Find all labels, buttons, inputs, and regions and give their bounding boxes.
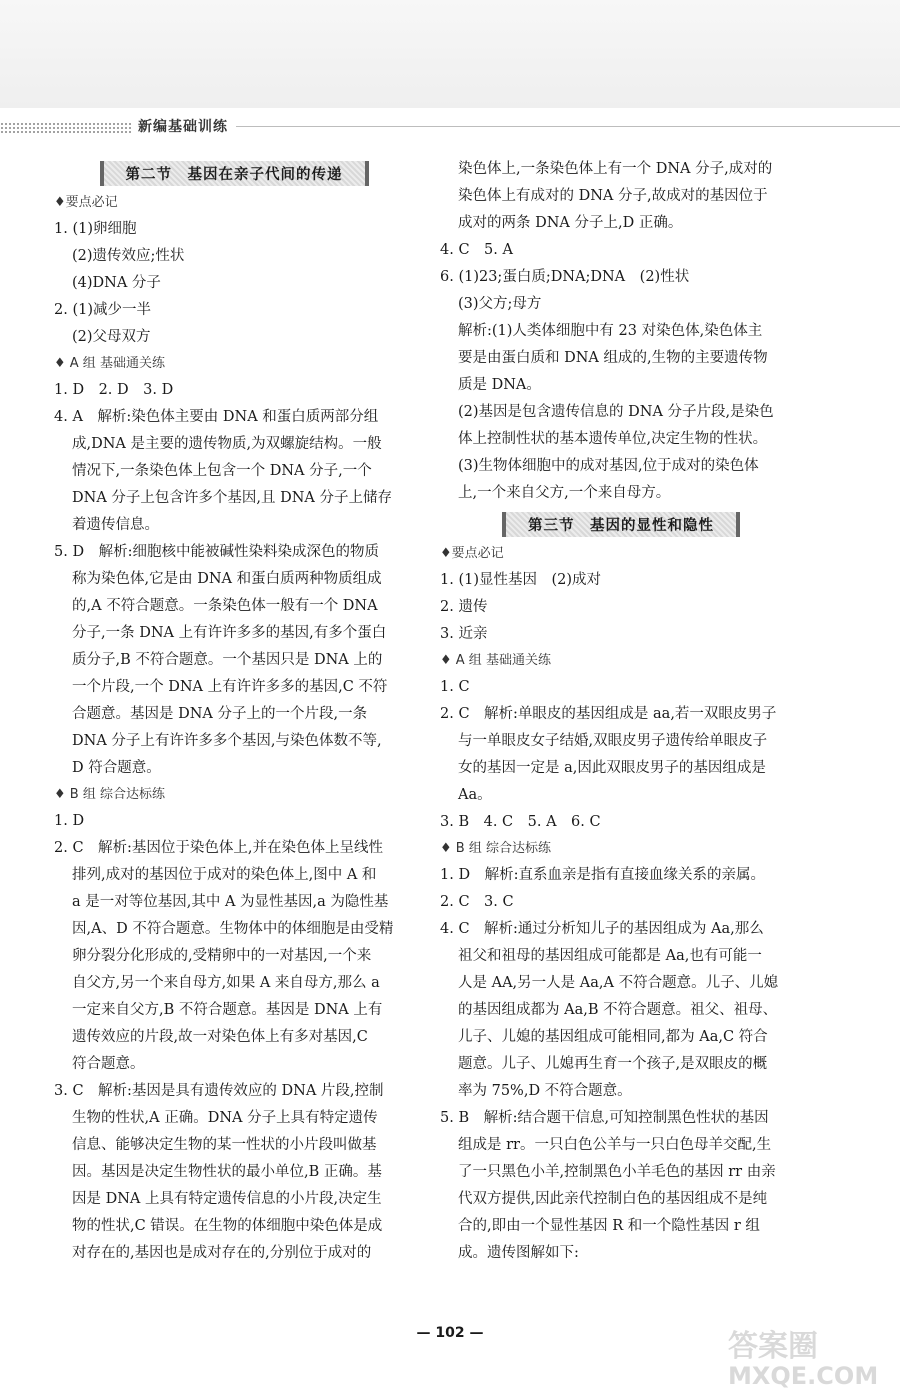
answer-line: 对存在的,基因也是成对存在的,分别位于成对的 [72, 1245, 372, 1261]
answer-line: 2. 遗传 [440, 599, 488, 615]
answer-line: (2)遗传效应;性状 [72, 248, 185, 264]
subsection-heading: ♦ B 组 综合达标练 [440, 841, 551, 856]
section-title: 第二节 基因在亲子代间的传递 [100, 161, 369, 186]
answer-line: 的基因组成都为 Aa,B 不符合题意。祖父、祖母、 [458, 1002, 778, 1018]
answer-line: 组成是 rr。一只白色公羊与一只白色母羊交配,生 [458, 1137, 772, 1153]
top-margin [0, 0, 900, 108]
answer-line: 5. B 解析:结合题干信息,可知控制黑色性状的基因 [440, 1110, 769, 1126]
answer-line: 题意。儿子、儿媳再生育一个孩子,是双眼皮的概 [458, 1056, 768, 1072]
answer-line: 合题意。基因是 DNA 分子上的一个片段,一条 [72, 706, 368, 722]
answer-line: 2. C 3. C [440, 894, 514, 910]
section-banner [440, 507, 802, 541]
answer-line: 因,A、D 不符合题意。生物体中的体细胞是由受精 [72, 921, 394, 937]
answer-line: 1. C [440, 679, 470, 695]
section-banner [54, 156, 414, 190]
answer-line: 率为 75%,D 不符合题意。 [458, 1083, 632, 1099]
subsection-heading: ♦ A 组 基础通关练 [440, 653, 551, 668]
answer-line: 1. D 2. D 3. D [54, 382, 174, 398]
answer-line: 生物的性状,A 正确。DNA 分子上具有特定遗传 [72, 1110, 378, 1126]
answer-line: a 是一对等位基因,其中 A 为显性基因,a 为隐性基 [72, 894, 389, 910]
subsection-heading: ♦ A 组 基础通关练 [54, 356, 165, 371]
answer-line: 代双方提供,因此亲代控制白色的基因组成不是纯 [458, 1191, 768, 1207]
answer-line: 一个片段,一个 DNA 上有许许多多的基因,C 不符 [72, 679, 388, 695]
section-title: 第三节 基因的显性和隐性 [502, 512, 740, 537]
answer-line: 3. C 解析:基因是具有遗传效应的 DNA 片段,控制 [54, 1083, 384, 1099]
answer-line: 因是 DNA 上具有特定遗传信息的小片段,决定生 [72, 1191, 382, 1207]
answer-line: 成对的两条 DNA 分子上,D 正确。 [458, 215, 683, 231]
answer-line: (4)DNA 分子 [72, 275, 161, 291]
answer-line: 4. A 解析:染色体主要由 DNA 和蛋白质两部分组 [54, 409, 379, 425]
answer-line: 物的性状,C 错误。在生物的体细胞中染色体是成 [72, 1218, 383, 1234]
answer-line: 体上控制性状的基本遗传单位,决定生物的性状。 [458, 431, 768, 447]
answer-line: 3. B 4. C 5. A 6. C [440, 814, 601, 830]
answer-line: 遗传效应的片段,故一对染色体上有多对基因,C [72, 1029, 368, 1045]
answer-line: 4. C 5. A [440, 242, 513, 258]
answer-line: 要是由蛋白质和 DNA 组成的,生物的主要遗传物 [458, 350, 768, 366]
answer-line: 1. D 解析:直系血亲是指有直接血缘关系的亲属。 [440, 867, 765, 883]
answer-line: (3)生物体细胞中的成对基因,位于成对的染色体 [458, 458, 759, 474]
answer-line: 2. C 解析:单眼皮的基因组成是 aa,若一双眼皮男子 [440, 706, 777, 722]
page-number: — 102 — [416, 1325, 484, 1341]
answer-line: 因。基因是决定生物性状的最小单位,B 正确。基 [72, 1164, 382, 1180]
header-dot-pattern [0, 122, 132, 134]
answer-line: 5. D 解析:细胞核中能被碱性染料染成深色的物质 [54, 544, 379, 560]
answer-line: 上,一个来自父方,一个来自母方。 [458, 485, 671, 501]
answer-line: D 符合题意。 [72, 760, 161, 776]
answer-line: 女的基因一定是 a,因此双眼皮男子的基因组成是 [458, 760, 766, 776]
answer-line: 成。遗传图解如下: [458, 1245, 579, 1261]
answer-line: 1. (1)显性基因 (2)成对 [440, 572, 602, 588]
answer-line: 了一只黑色小羊,控制黑色小羊毛色的基因 rr 由亲 [458, 1164, 776, 1180]
right-column [440, 156, 802, 1267]
answer-line: 合的,即由一个显性基因 R 和一个隐性基因 r 组 [458, 1218, 760, 1234]
answer-line: 4. C 解析:通过分析知儿子的基因组成为 Aa,那么 [440, 921, 764, 937]
answer-line: 质分子,B 不符合题意。一个基因只是 DNA 上的 [72, 652, 383, 668]
answer-line: 1. D [54, 813, 85, 829]
left-column [54, 156, 414, 1267]
answer-line: 染色体上,一条染色体上有一个 DNA 分子,成对的 [458, 161, 773, 177]
answer-line: 情况下,一条染色体上包含一个 DNA 分子,一个 [72, 463, 372, 479]
answer-line: 质是 DNA。 [458, 377, 541, 393]
answer-line: 1. (1)卵细胞 [54, 221, 137, 237]
page-header [0, 116, 900, 138]
series-title: 新编基础训练 [138, 119, 228, 135]
watermark-logo [720, 1318, 900, 1390]
answer-line: 信息、能够决定生物的某一性状的小片段叫做基 [72, 1137, 377, 1153]
answer-line: 儿子、儿媳的基因组成可能相同,都为 Aa,C 符合 [458, 1029, 768, 1045]
subsection-heading: ♦要点必记 [54, 195, 118, 210]
answer-line: 染色体上有成对的 DNA 分子,故成对的基因位于 [458, 188, 768, 204]
answer-line: (2)基因是包含遗传信息的 DNA 分子片段,是染色 [458, 404, 774, 420]
answer-line: (3)父方;母方 [458, 296, 542, 312]
answer-line: 2. (1)减少一半 [54, 302, 151, 318]
subsection-heading: ♦要点必记 [440, 546, 504, 561]
header-rule [236, 126, 900, 127]
answer-line: 排列,成对的基因位于成对的染色体上,图中 A 和 [72, 867, 377, 883]
answer-line: 与一单眼皮女子结婚,双眼皮男子遗传给单眼皮子 [458, 733, 768, 749]
answer-line: 成,DNA 是主要的遗传物质,为双螺旋结构。一般 [72, 436, 382, 452]
answer-line: (2)父母双方 [72, 329, 151, 345]
answer-line: 着遗传信息。 [72, 517, 159, 533]
answer-line: 2. C 解析:基因位于染色体上,并在染色体上呈线性 [54, 840, 384, 856]
answer-line: 3. 近亲 [440, 626, 488, 642]
answer-line: 人是 AA,另一人是 Aa,A 不符合题意。儿子、儿媳 [458, 975, 779, 991]
answer-line: 卵分裂分化形成的,受精卵中的一对基因,一个来 [72, 948, 372, 964]
answer-line: 祖父和祖母的基因组成可能都是 Aa,也有可能一 [458, 948, 762, 964]
answer-line: 一定来自父方,B 不符合题意。基因是 DNA 上有 [72, 1002, 383, 1018]
answer-line: DNA 分子上有许许多多个基因,与染色体数不等, [72, 733, 382, 749]
answer-line: DNA 分子上包含许多个基因,且 DNA 分子上储存 [72, 490, 393, 506]
answer-line: 自父方,另一个来自母方,如果 A 来自母方,那么 a [72, 975, 380, 991]
answer-line: 6. (1)23;蛋白质;DNA;DNA (2)性状 [440, 269, 690, 285]
answer-line: 符合题意。 [72, 1056, 145, 1072]
answer-line: 解析:(1)人类体细胞中有 23 对染色体,染色体主 [458, 323, 763, 339]
svg-text:MXQE.COM: MXQE.COM [728, 1362, 879, 1390]
answer-line: Aa。 [458, 787, 492, 803]
watermark-text: 答案圈 [728, 1329, 818, 1364]
answer-line: 的,A 不符合题意。一条染色体一般有一个 DNA [72, 598, 378, 614]
answer-line: 称为染色体,它是由 DNA 和蛋白质两种物质组成 [72, 571, 382, 587]
subsection-heading: ♦ B 组 综合达标练 [54, 787, 165, 802]
answer-line: 分子,一条 DNA 上有许许多多的基因,有多个蛋白 [72, 625, 387, 641]
